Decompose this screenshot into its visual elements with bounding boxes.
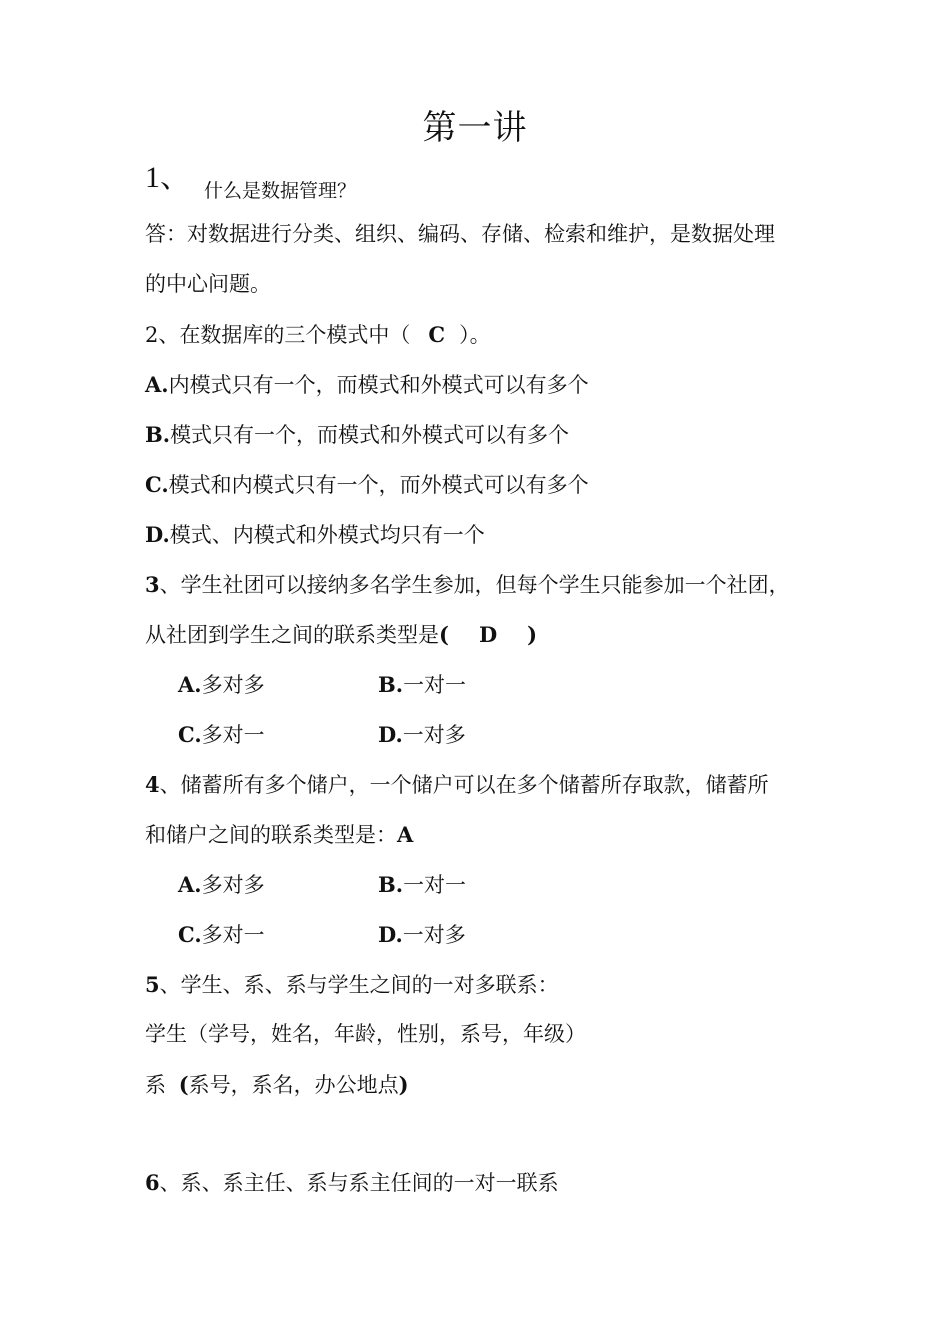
q5-line2: 学生（学号，姓名，年龄，性别，系号，年级） (145, 1022, 586, 1046)
q5-line3 (145, 1072, 409, 1098)
q4-text2: 和储户之间的联系类型是： (145, 823, 397, 847)
q3-option-d (378, 722, 466, 748)
option-letter: D. (378, 722, 403, 747)
q3-option-c (178, 722, 265, 748)
q5-text: 、学生、系、系与学生之间的一对多联系： (159, 973, 559, 997)
option-letter: B. (145, 422, 171, 447)
q5-open-paren: ( (178, 1072, 189, 1097)
q2-prefix: 2、在数据库的三个模式中（ (145, 323, 411, 347)
q5-line3-body: 系号，系名，办公地点 (188, 1073, 399, 1097)
option-letter: D. (145, 522, 170, 547)
q3-close-paren: ) (527, 622, 538, 647)
q6-number: 6 (145, 1170, 160, 1195)
q4-option-c (178, 922, 265, 948)
q3-option-b (378, 672, 466, 698)
option-letter: B. (378, 872, 404, 897)
option-text: 一对一 (403, 873, 467, 897)
q4-option-d (378, 922, 466, 948)
q5-line1 (145, 972, 559, 998)
option-letter: A. (178, 672, 202, 697)
option-text: 一对一 (403, 673, 467, 697)
q1-answer-line2: 的中心问题。 (145, 272, 271, 296)
option-text: 模式和内模式只有一个，而外模式可以有多个 (168, 473, 589, 497)
q3-answer: D (478, 622, 498, 647)
q4-text: 、储蓄所有多个储户，一个储户可以在多个储蓄所存取款，储蓄所 (159, 773, 769, 797)
q5-number: 5 (145, 972, 160, 997)
option-letter: C. (145, 472, 169, 497)
option-letter: C. (178, 722, 202, 747)
option-text: 一对多 (402, 923, 466, 947)
q3-line1 (145, 572, 790, 598)
q5-close-paren: ) (398, 1072, 409, 1097)
option-letter: A. (178, 872, 202, 897)
q2-option-b (145, 422, 569, 448)
q3-open-paren: ( (439, 622, 449, 647)
q6-line1 (145, 1170, 559, 1196)
q2-option-d (145, 522, 485, 548)
option-text: 模式只有一个，而模式和外模式可以有多个 (170, 423, 570, 447)
q1-question (145, 160, 357, 202)
q3-text2: 从社团到学生之间的联系类型是 (145, 623, 439, 647)
option-text: 多对一 (201, 923, 265, 947)
option-letter: D. (378, 922, 403, 947)
q3-number: 3 (145, 572, 160, 597)
q4-answer: A (397, 822, 414, 847)
option-text: 多对多 (201, 873, 265, 897)
option-text: 一对多 (402, 723, 466, 747)
q1-answer-line1: 答：对数据进行分类、组织、编码、存储、检索和维护，是数据处理 (145, 222, 775, 246)
q2-suffix: ）。 (459, 323, 491, 347)
q4-number: 4 (145, 772, 160, 797)
q4-line1 (145, 772, 769, 798)
q3-line2 (145, 622, 537, 648)
q1-question-text: 什么是数据管理？ (204, 180, 357, 202)
option-letter: B. (378, 672, 404, 697)
q3-text: 、学生社团可以接纳多名学生参加，但每个学生只能参加一个社团， (159, 573, 790, 597)
option-text: 内模式只有一个，而模式和外模式可以有多个 (168, 373, 589, 397)
q2-option-a (145, 372, 589, 398)
option-letter: C. (178, 922, 202, 947)
q2-answer: C (428, 322, 446, 347)
q4-option-a (178, 872, 265, 898)
page-title: 第一讲 (422, 108, 528, 148)
option-text: 多对多 (201, 673, 265, 697)
q1-number: 1、 (145, 161, 190, 194)
q2-question (145, 322, 491, 348)
q5-line3-prefix: 系 (145, 1073, 173, 1097)
option-letter: A. (145, 372, 169, 397)
q3-option-a (178, 672, 265, 698)
q2-option-c (145, 472, 589, 498)
q4-option-b (378, 872, 466, 898)
option-text: 多对一 (201, 723, 265, 747)
option-text: 模式、内模式和外模式均只有一个 (169, 523, 485, 547)
q6-text: 、系、系主任、系与系主任间的一对一联系 (159, 1171, 559, 1195)
q4-line2 (145, 822, 413, 848)
